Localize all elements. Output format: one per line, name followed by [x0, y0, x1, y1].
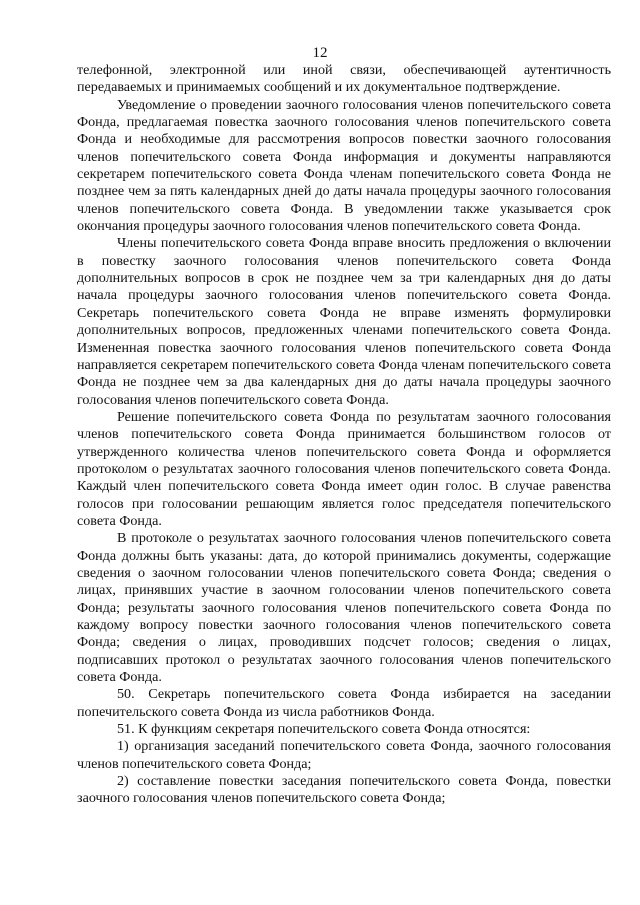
list-item-1: 1) организация заседаний попечительского совета Фонда, заочного голосования членов попечительского совета Фонда; — [77, 738, 611, 772]
paragraph-item-50: 50. Секретарь попечительского совета Фонда избирается на заседании попечительского совета Фонда из числа работников Фонда. — [77, 686, 611, 720]
list-item-2: 2) составление повестки заседания попечительского совета Фонда, повестки заочного голосования членов попечительского совета Фонда; — [77, 773, 611, 807]
paragraph-item-51: 51. К функциям секретаря попечительского совета Фонда относятся: — [117, 721, 531, 738]
paragraph-decision: Решение попечительского совета Фонда по результатам заочного голосования членов попечительского совета Фонда принимается большинством голосов от утвержденного количества членов попечительского совета Фонда и оформляется протоколом о результатах заочного голосования членов попечительского совета Фонда. Каждый член попечительского совета Фонда имеет один голос. В случае равенства голосов при голосовании решающим является голос председателя попечительского совета Фонда. — [77, 408, 611, 529]
paragraph-continuation: телефонной, электронной или иной связи, обеспечивающей аутентичность передаваемых и принимаемых сообщений и их документальное подтверждение. — [77, 62, 611, 96]
page-body — [77, 62, 611, 808]
page-number: 12 — [312, 45, 328, 61]
paragraph-notification: Уведомление о проведении заочного голосования членов попечительского совета Фонда, предлагаемая повестка заочного голосования членов попечительского совета Фонда и необходимые для рассмотрения вопросов повестки заочного голосования членов попечительского совета Фонда информация и документы направляются секретарем попечительского совета Фонда членам попечительского совета Фонда не позднее чем за пять календарных дней до даты начала процедуры заочного голосования членов попечительского совета Фонда. В уведомлении также указывается срок окончания процедуры заочного голосования членов попечительского совета Фонда. — [77, 96, 611, 235]
paragraph-additional-questions: Члены попечительского совета Фонда вправе вносить предложения о включении в повестку заочного голосования членов попечительского совета Фонда дополнительных вопросов в срок не позднее чем за три календарных дня до даты начала процедуры заочного голосования членов попечительского совета Фонда. Секретарь попечительского совета Фонда не вправе изменять формулировки дополнительных вопросов, предложенных членами попечительского совета Фонда. Измененная повестка заочного голосования членов попечительского совета Фонда направляется секретарем попечительского совета Фонда членам попечительского совета Фонда не позднее чем за два календарных дня до даты начала процедуры заочного голосования членов попечительского совета Фонда. — [77, 235, 611, 408]
paragraph-protocol: В протоколе о результатах заочного голосования членов попечительского совета Фонда должны быть указаны: дата, до которой принимались документы, содержащие сведения о заочном голосовании членов попечительского совета Фонда; сведения о лицах, принявших участие в заочном голосовании членов попечительского совета Фонда; результаты заочного голосования членов попечительского совета Фонда по каждому вопросу повестки заочного голосования членов попечительского совета Фонда; сведения о лицах, проводивших подсчет голосов; сведения о лицах, подписавших протокол о результатах заочного голосования членов попечительского совета Фонда. — [77, 530, 611, 686]
